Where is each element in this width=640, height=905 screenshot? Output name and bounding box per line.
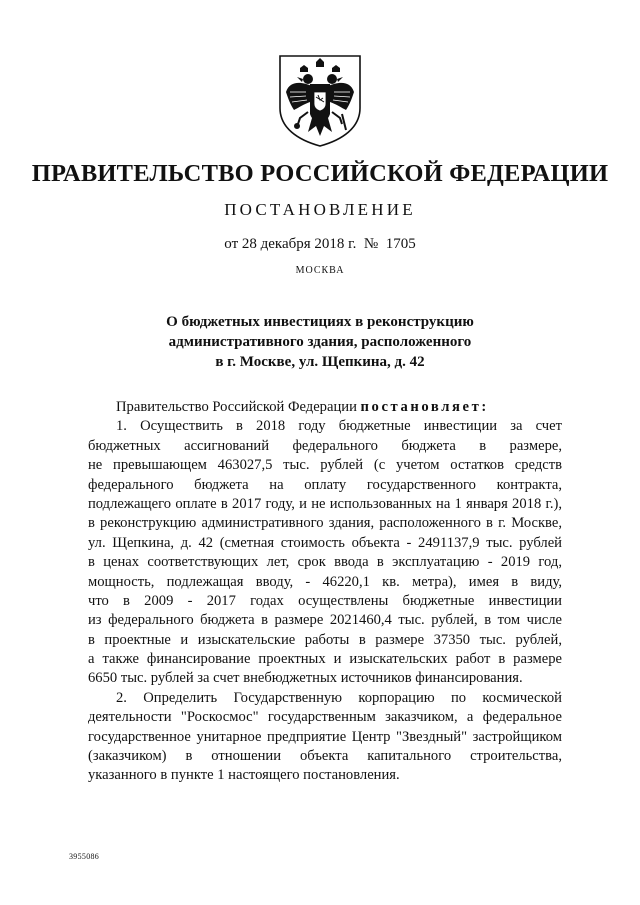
paragraph-1-line: 1. Осуществить в 2018 году бюджетные инвестиции за счет bbox=[116, 418, 562, 435]
preamble-text: Правительство Российской Федерации bbox=[116, 399, 361, 415]
paragraph-2-line: деятельности "Роскосмос" государственным заказчиком, а федеральное bbox=[88, 709, 562, 726]
paragraph-1-line: мощность, подлежащая вводу, - 46220,1 кв. метра), имея в виду, bbox=[88, 573, 562, 590]
paragraph-1-line: ул. Щепкина, д. 42 (сметная стоимость объекта - 2491137,9 тыс. рублей bbox=[88, 534, 562, 551]
paragraph-1-line: в реконструкцию административного здания, расположенного в г. Москве, bbox=[88, 515, 562, 532]
coat-of-arms-icon bbox=[272, 52, 368, 148]
document-subject bbox=[0, 312, 640, 372]
paragraph-1-line: а также финансирование проектных и изыскательских работ в размере bbox=[88, 651, 562, 668]
paragraph-1-line: из федерального бюджета в размере 2021460,4 тыс. рублей, в том числе bbox=[88, 612, 562, 629]
document-body bbox=[88, 398, 562, 786]
paragraph-1-line: что в 2009 - 2017 годах осуществлены бюджетные инвестиции bbox=[88, 592, 562, 609]
paragraph-1-line: 6650 тыс. рублей за счет внебюджетных источников финансирования. bbox=[88, 670, 523, 687]
paragraph-1-line: бюджетных ассигнований федерального бюджета в размере, bbox=[88, 437, 562, 454]
document-page-id: 3955086 bbox=[69, 852, 100, 861]
paragraph-1-line: подлежащего оплате в 2017 году, и не использованных на 1 января 2018 г.), bbox=[88, 495, 562, 512]
preamble bbox=[88, 398, 562, 417]
paragraph-1-line: федерального бюджета на оплату государственного контракта, bbox=[88, 476, 562, 493]
document-date-number: от 28 декабря 2018 г. № 1705 bbox=[224, 236, 416, 252]
paragraph-2-line: 2. Определить Государственную корпорацию по космической bbox=[116, 689, 562, 706]
document-type: ПОСТАНОВЛЕНИЕ bbox=[224, 200, 416, 219]
document-city: МОСКВА bbox=[295, 265, 345, 276]
preamble-decree-word: постановляет: bbox=[360, 399, 489, 415]
paragraph-1-line: не превышающем 463027,5 тыс. рублей (с учетом остатков средств bbox=[88, 457, 562, 474]
subject-line: административного здания, расположенного bbox=[168, 334, 472, 350]
paragraph-2-line: указанного в пункте 1 настоящего постановления. bbox=[88, 767, 400, 784]
paragraph-2-line: государственное унитарное предприятие Центр "Звездный" застройщиком bbox=[88, 728, 562, 745]
subject-line: в г. Москве, ул. Щепкина, д. 42 bbox=[215, 354, 425, 370]
paragraph-2-line: (заказчиком) в отношении объекта капитального строительства, bbox=[88, 748, 562, 765]
paragraph-1-line: в ценах соответствующих лет, срок ввода в эксплуатацию - 2019 год, bbox=[88, 554, 562, 571]
government-title: ПРАВИТЕЛЬСТВО РОССИЙСКОЙ ФЕДЕРАЦИИ bbox=[31, 160, 609, 187]
subject-line: О бюджетных инвестициях в реконструкцию bbox=[166, 314, 474, 330]
paragraph-1-line: в проектные и изыскательские работы в размере 37350 тыс. рублей, bbox=[88, 631, 562, 648]
